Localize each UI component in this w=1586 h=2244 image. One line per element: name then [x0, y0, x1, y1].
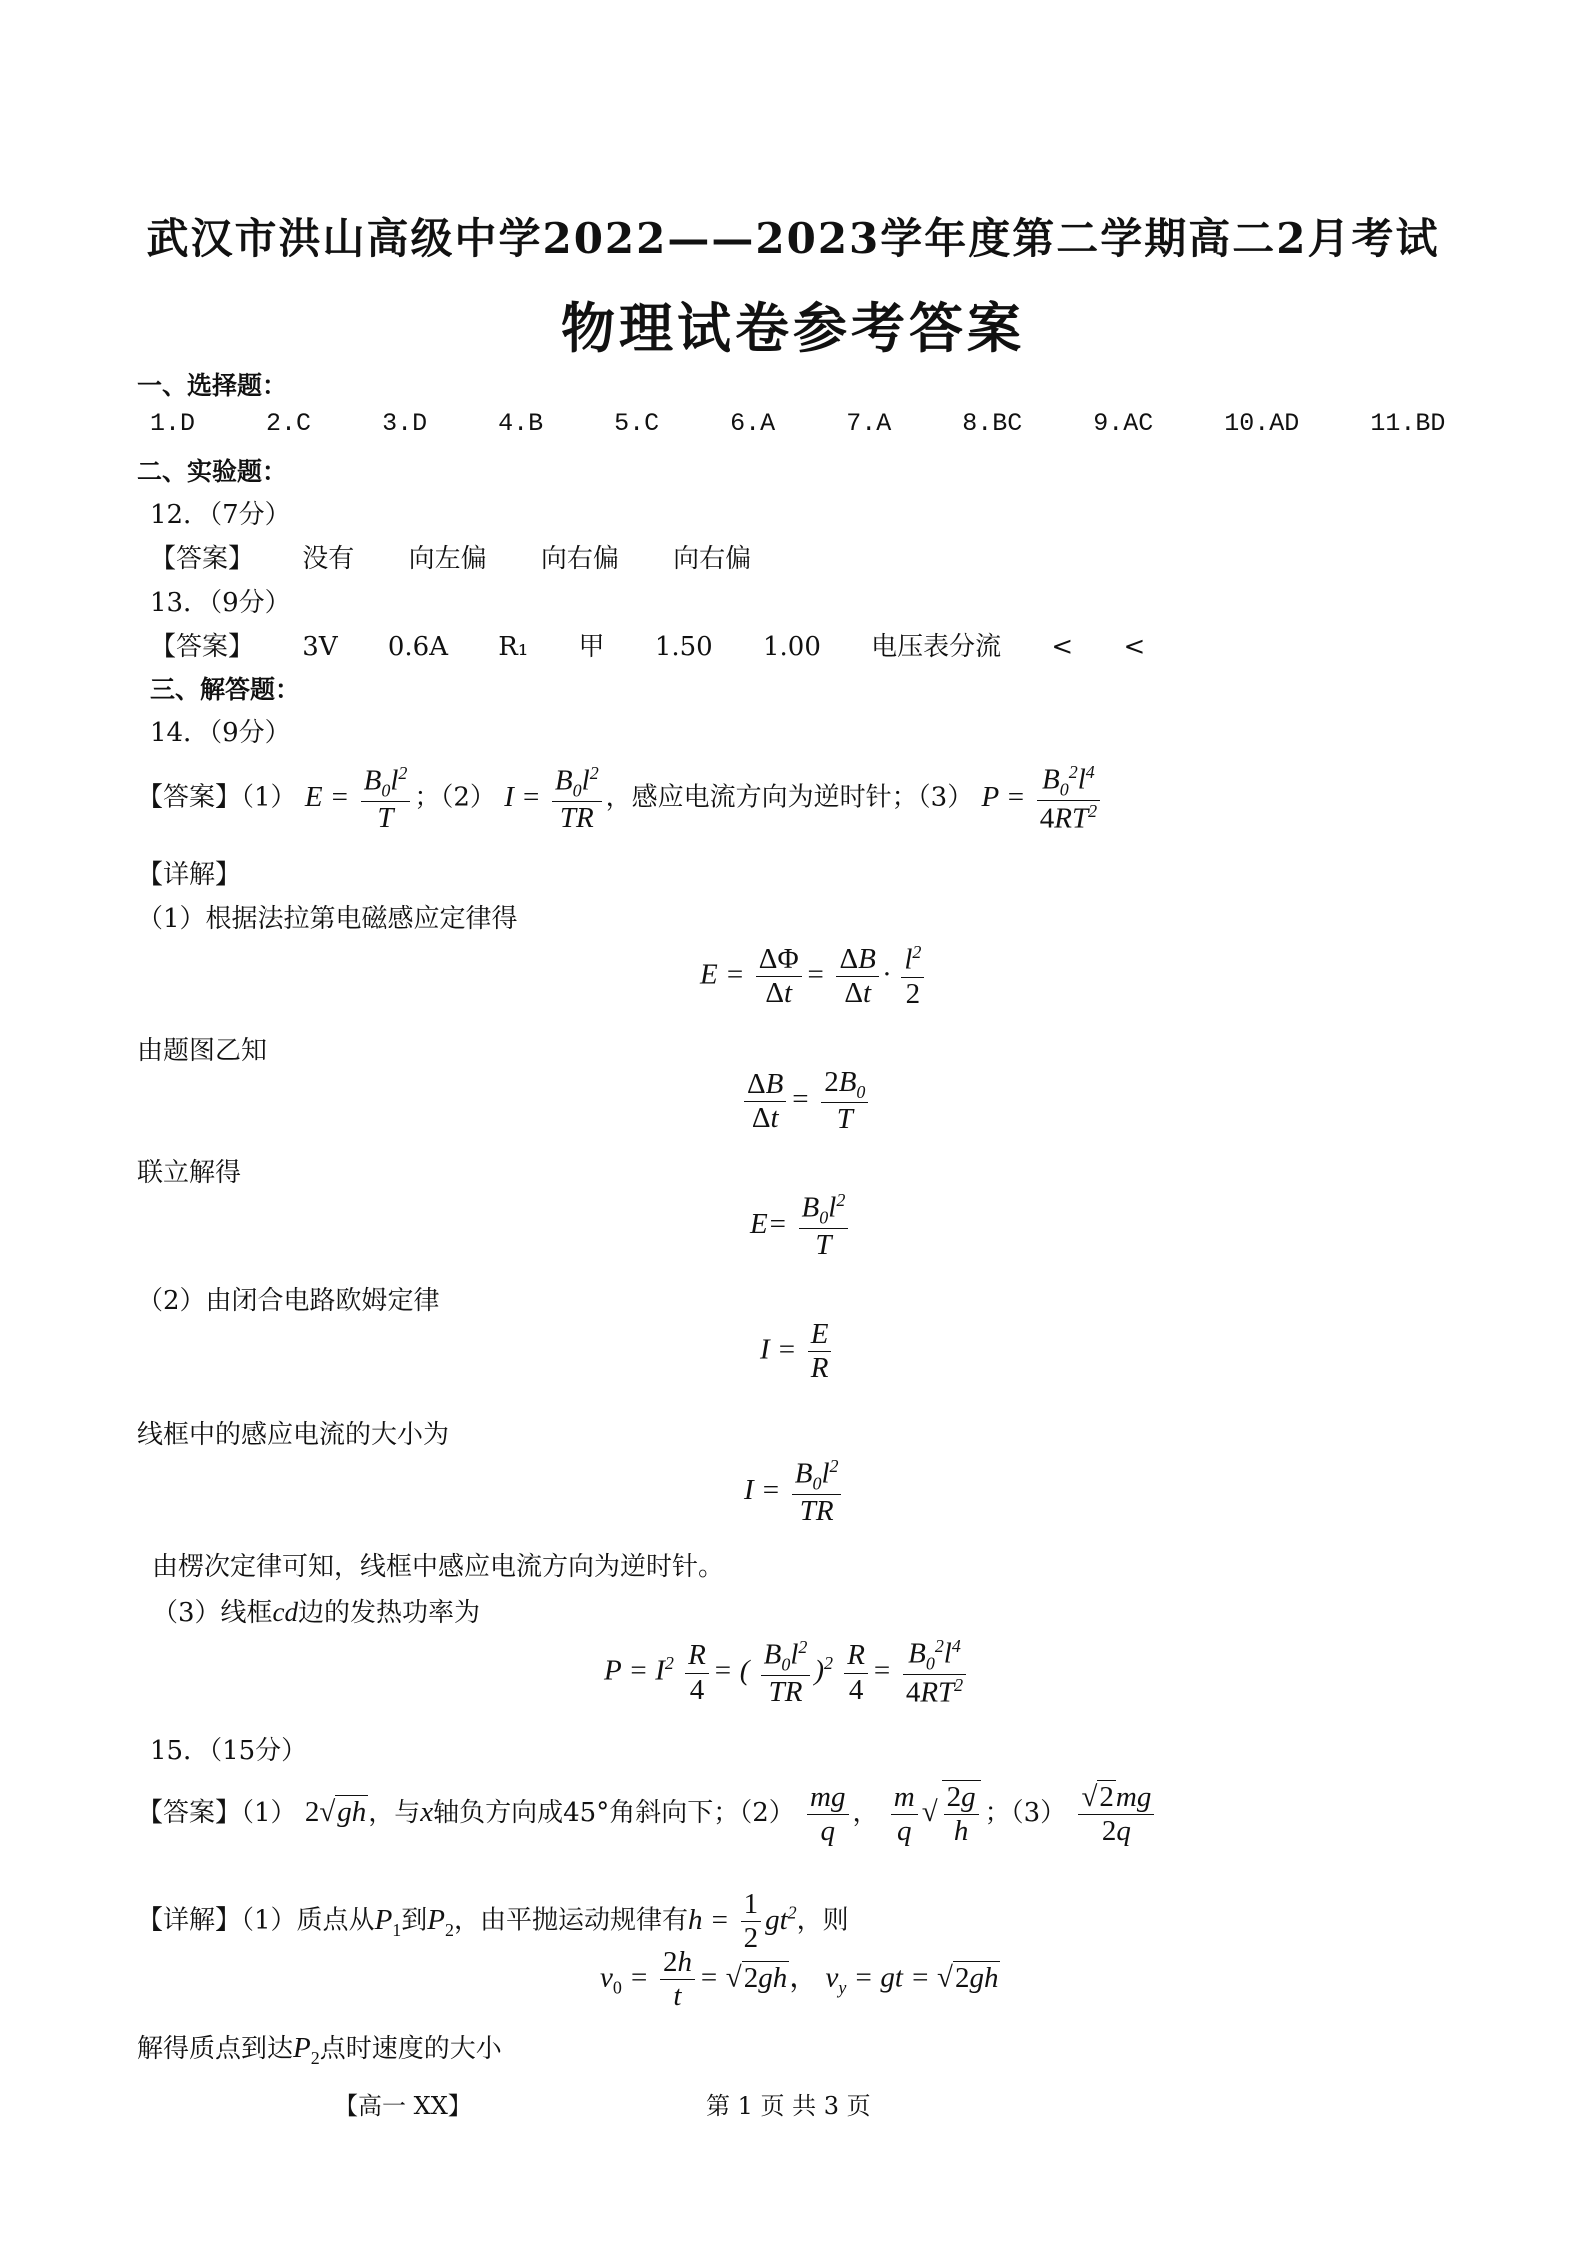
- q14-step7: [152, 1592, 480, 1629]
- section-choice-heading: 一、选择题：: [137, 371, 288, 400]
- q15-last-line: [137, 2028, 502, 2069]
- choice-answer-1: 1.D: [150, 409, 196, 438]
- formula-e-result: E= $\frac{B_0l^2}{T}$: [750, 1190, 852, 1262]
- q14-part2-label: ；（2）: [414, 782, 496, 813]
- document-header: 武汉市洪山高级中学2022——2023学年度第二学期高二2月考试: [146, 214, 1440, 263]
- choice-answer-4: 4.B: [498, 409, 544, 438]
- q12-label: 12．（7分）: [150, 500, 291, 530]
- q15-part1-var: x: [420, 1796, 434, 1828]
- q15-last-line-pre: 解得质点到达: [137, 2034, 294, 2064]
- q15-answer-formula-4: $\frac{√2mg}{2q}$: [1074, 1796, 1158, 1828]
- q13-answer-7: 电压表分流: [871, 632, 1002, 662]
- q12-answer-4: 向右偏: [673, 544, 752, 574]
- q15-detail1-post: ，由平抛运动规律有: [453, 1905, 688, 1936]
- q15-answer-formula-2: $\frac{mg}{q}$: [803, 1796, 852, 1828]
- q14-answer-formula-e: E = $\frac{B_0l^2}{T}$: [305, 781, 415, 813]
- answer-tag: 【答案】: [137, 1798, 242, 1828]
- footer-left: 【高一 XX】: [334, 2092, 472, 2120]
- choice-answer-2: 2.C: [266, 409, 312, 438]
- q14-label: 14．（9分）: [150, 718, 291, 748]
- q15-answer-formula-1: 2√gh: [304, 1796, 367, 1828]
- q15-detail1-pre: （1）质点从: [241, 1905, 375, 1936]
- q15-part1-label: （1）: [241, 1798, 297, 1828]
- q14-step7-pre: （3）线框: [152, 1598, 273, 1628]
- q13-answer-6: 1.00: [762, 632, 821, 662]
- q15-part3-label: ；（3）: [984, 1798, 1067, 1828]
- formula-velocity: $v_0$ = $\frac{2h}{t}$ = √2gh， $v_y$ = gt = √2gh: [600, 1946, 999, 2013]
- choice-answer-11: 11.BD: [1370, 409, 1446, 438]
- choice-answer-10: 10.AD: [1224, 409, 1300, 438]
- point-p2-symbol: $P_2$: [427, 1903, 454, 1940]
- formula-db-dt: $\frac{\Delta B}{\Delta t}$ = $\frac{2B_0}{T}$: [740, 1066, 872, 1137]
- q13-label: 13．（9分）: [150, 588, 291, 618]
- page-title: 物理试卷参考答案: [561, 297, 1025, 360]
- q14-step1: （1）根据法拉第电磁感应定律得: [137, 904, 518, 934]
- q15-answer-line: 【答案】（1） 2√gh，与x轴负方向成45°角斜向下；（2） $\frac{mg}{q}$ ， $\frac{m}{q}$ √ $\frac{2g}{h}$ ；（3） $\frac{√2mg}{2q}$: [137, 1780, 1158, 1849]
- formula-faraday: E = $\frac{\Delta\Phi}{\Delta t}$ = $\frac{\Delta B}{\Delta t}$ · $\frac{l^2}{2}$: [700, 942, 928, 1011]
- formula-projectile-h: h = $\frac{1}{2}$ $gt^2$: [688, 1888, 797, 1955]
- answer-tag: 【答案】: [150, 544, 255, 574]
- q13-answer-3: R₁: [498, 632, 529, 662]
- q15-label: 15．（15分）: [150, 1736, 308, 1766]
- q15-part1-text2: 轴负方向成45°角斜向下；（2）: [433, 1798, 795, 1828]
- choice-answer-6: 6.A: [730, 409, 776, 438]
- q12-answer-2: 向左偏: [408, 544, 487, 574]
- choice-answer-9: 9.AC: [1093, 409, 1154, 438]
- q13-answer-8: <: [1051, 632, 1074, 662]
- q14-step2: 由题图乙知: [137, 1036, 268, 1066]
- q15-detail1-end: ，则: [796, 1905, 849, 1936]
- q13-answer-9: <: [1123, 632, 1146, 662]
- q13-answer-line: [150, 626, 1145, 663]
- q13-answer-1: 3V: [302, 632, 338, 662]
- q15-answer-formula-3: $\frac{m}{q}$ √ $\frac{2g}{h}$: [887, 1796, 985, 1828]
- q14-step7-var: cd: [272, 1597, 299, 1627]
- point-p1-symbol: $P_1$: [374, 1903, 402, 1940]
- formula-power: $P = I^2$ $\frac{R}{4}$ = ( $\frac{B_0l^2}{TR}$ )$^2$ $\frac{R}{4}$ = $\frac{B_0^2l^4}{4RT^2}$: [604, 1636, 970, 1710]
- q12-answer-1: 没有: [302, 544, 355, 574]
- q13-answer-2: 0.6A: [387, 632, 448, 662]
- q12-answer-line: [150, 538, 751, 575]
- q14-step7-post: 边的发热功率为: [298, 1598, 481, 1628]
- q14-step6: 由楞次定律可知，线框中感应电流方向为逆时针。: [152, 1552, 725, 1582]
- q14-answer-formula-p: P = $\frac{B_0^2l^4}{4RT^2}$: [981, 781, 1104, 813]
- q14-answer-formula-i: I = $\frac{B_0l^2}{TR}$: [504, 781, 605, 813]
- choice-answer-7: 7.A: [846, 409, 892, 438]
- choice-answer-5: 5.C: [614, 409, 660, 438]
- q14-step3: 联立解得: [137, 1158, 242, 1188]
- q14-answer-line: [137, 762, 1104, 836]
- q15-part1-text: ，与: [368, 1798, 421, 1828]
- q13-answer-5: 1.50: [654, 632, 713, 662]
- point-p2-symbol: $P_2$: [293, 2032, 320, 2068]
- page-number: 第 1 页 共 3 页: [706, 2092, 871, 2120]
- answer-tag: 【答案】: [150, 632, 255, 662]
- section-experiment-heading: 二、实验题：: [137, 457, 288, 486]
- q14-part1-label: （1）: [241, 782, 297, 813]
- q14-detail-tag: 【详解】: [137, 860, 242, 890]
- formula-i-result: I = $\frac{B_0l^2}{TR}$: [744, 1456, 845, 1528]
- answer-tag: 【答案】: [137, 782, 242, 813]
- q13-answer-4: 甲: [578, 632, 605, 662]
- choice-answers: [150, 409, 1445, 438]
- q14-part2-text: ，感应电流方向为逆时针；（3）: [605, 782, 974, 813]
- q15-last-line-post: 点时速度的大小: [319, 2034, 502, 2064]
- q12-answer-3: 向右偏: [540, 544, 619, 574]
- q14-step5: 线框中的感应电流的大小为: [137, 1420, 450, 1450]
- q14-step4: （2）由闭合电路欧姆定律: [137, 1286, 440, 1316]
- q15-detail-tag: 【详解】: [137, 1905, 242, 1936]
- q15-detail1-mid: 到: [401, 1905, 428, 1936]
- choice-answer-3: 3.D: [382, 409, 428, 438]
- formula-ohm: I = $\frac{E}{R}$: [760, 1318, 835, 1386]
- section-solution-heading: 三、解答题：: [150, 675, 301, 704]
- choice-answer-8: 8.BC: [962, 409, 1023, 438]
